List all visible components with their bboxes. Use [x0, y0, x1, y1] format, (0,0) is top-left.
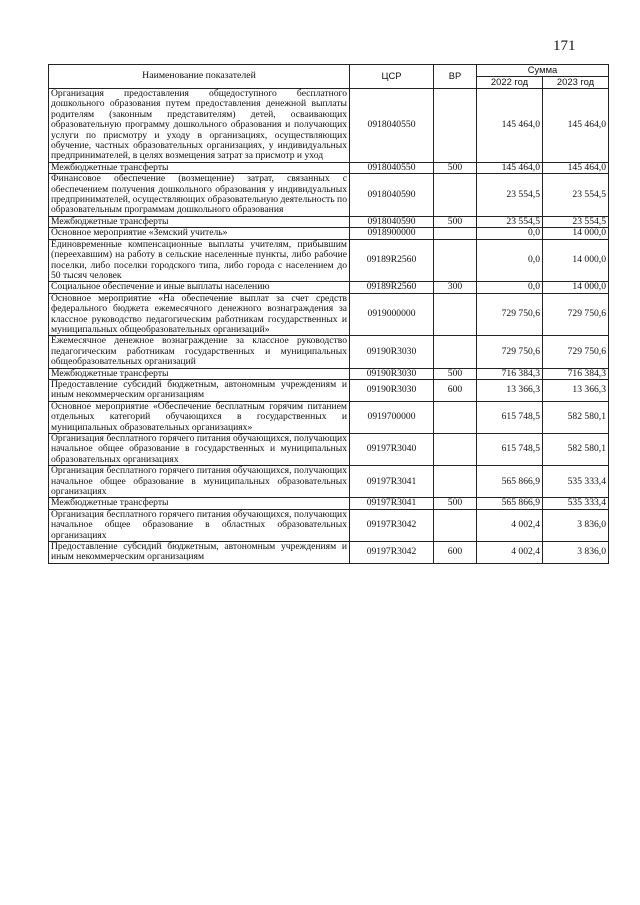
- table-row: [49, 174, 609, 217]
- table-row: [49, 228, 609, 239]
- row-vr: 500: [434, 368, 477, 379]
- row-sum-2022: 0,0: [477, 282, 543, 293]
- row-vr: [434, 336, 477, 368]
- row-vr: 300: [434, 282, 477, 293]
- table-row: [49, 216, 609, 227]
- header-sum: Сумма: [477, 65, 609, 77]
- row-name: Межбюджетные трансферты: [49, 368, 350, 379]
- table-row: [49, 282, 609, 293]
- header-year-2023: 2023 год: [543, 77, 609, 89]
- row-sum-2022: 565 866,9: [477, 498, 543, 509]
- row-csr: 0919700000: [350, 401, 434, 433]
- row-sum-2022: 23 554,5: [477, 174, 543, 217]
- row-sum-2022: 565 866,9: [477, 466, 543, 498]
- row-sum-2023: 3 836,0: [543, 542, 609, 564]
- row-csr: 09197R3041: [350, 498, 434, 509]
- row-vr: [434, 401, 477, 433]
- row-sum-2023: 582 580,1: [543, 401, 609, 433]
- row-name: Финансовое обеспечение (возмещение) затрат, связанных с обеспечением получения дошкольного образования у индивидуальных предпринимателей, осуществляющих образовательную деятельность по образовательным программам дошкольного образования: [49, 174, 350, 217]
- row-vr: 500: [434, 216, 477, 227]
- row-vr: [434, 293, 477, 336]
- row-csr: 0918900000: [350, 228, 434, 239]
- row-vr: [434, 434, 477, 466]
- table-row: [49, 542, 609, 564]
- row-sum-2023: 23 554,5: [543, 174, 609, 217]
- row-csr: 0918040590: [350, 174, 434, 217]
- row-vr: 500: [434, 162, 477, 173]
- row-sum-2023: 23 554,5: [543, 216, 609, 227]
- row-csr: 09197R3041: [350, 466, 434, 498]
- table-row: [49, 368, 609, 379]
- table-row: [49, 89, 609, 163]
- row-name: Основное мероприятие «Обеспечение бесплатным горячим питанием отдельных категорий обучающихся в государственных и муниципальных образовательных организациях»: [49, 401, 350, 433]
- row-vr: [434, 174, 477, 217]
- row-name: Организация бесплатного горячего питания обучающихся, получающих начальное общее образование в областных образовательных организациях: [49, 509, 350, 541]
- row-name: Предоставление субсидий бюджетным, автономным учреждениям и иным некоммерческим организациям: [49, 379, 350, 401]
- row-csr: 09197R3042: [350, 509, 434, 541]
- table-row: [49, 336, 609, 368]
- row-csr: 09197R3042: [350, 542, 434, 564]
- row-csr: 0918040550: [350, 162, 434, 173]
- row-vr: 600: [434, 542, 477, 564]
- table-row: [49, 434, 609, 466]
- row-sum-2022: 729 750,6: [477, 336, 543, 368]
- row-name: Предоставление субсидий бюджетным, автономным учреждениям и иным некоммерческим организациям: [49, 542, 350, 564]
- row-csr: 09189R2560: [350, 239, 434, 282]
- table-row: [49, 401, 609, 433]
- row-vr: [434, 509, 477, 541]
- row-vr: [434, 466, 477, 498]
- row-vr: [434, 239, 477, 282]
- budget-table: [48, 64, 609, 564]
- row-sum-2023: 582 580,1: [543, 434, 609, 466]
- row-name: Организация бесплатного горячего питания обучающихся, получающих начальное общее образование в государственных и муниципальных образовательных организациях: [49, 434, 350, 466]
- row-csr: 0918040590: [350, 216, 434, 227]
- page-number: 171: [553, 38, 576, 54]
- row-sum-2022: 716 384,3: [477, 368, 543, 379]
- row-sum-2023: 3 836,0: [543, 509, 609, 541]
- row-sum-2023: 729 750,6: [543, 293, 609, 336]
- table-row: [49, 498, 609, 509]
- row-name: Социальное обеспечение и иные выплаты населению: [49, 282, 350, 293]
- table-row: [49, 293, 609, 336]
- header-vr: ВР: [434, 65, 477, 89]
- row-sum-2022: 145 464,0: [477, 162, 543, 173]
- row-csr: 09189R2560: [350, 282, 434, 293]
- table-row: [49, 162, 609, 173]
- row-sum-2023: 14 000,0: [543, 282, 609, 293]
- row-sum-2022: 23 554,5: [477, 216, 543, 227]
- header-name: Наименование показателей: [49, 65, 350, 89]
- row-sum-2023: 535 333,4: [543, 498, 609, 509]
- row-csr: 09190R3030: [350, 336, 434, 368]
- row-vr: 500: [434, 498, 477, 509]
- row-name: Единовременные компенсационные выплаты учителям, прибывшим (переехавшим) на работу в сельские населенные пункты, либо рабочие поселки, либо поселки городского типа, либо города с населением до 50 тысяч человек: [49, 239, 350, 282]
- row-sum-2023: 535 333,4: [543, 466, 609, 498]
- header-year-2022: 2022 год: [477, 77, 543, 89]
- row-name: Организация бесплатного горячего питания обучающихся, получающих начальное общее образование в муниципальных образовательных организациях: [49, 466, 350, 498]
- row-sum-2023: 145 464,0: [543, 162, 609, 173]
- row-csr: 0919000000: [350, 293, 434, 336]
- row-name: Межбюджетные трансферты: [49, 162, 350, 173]
- row-csr: 0918040550: [350, 89, 434, 163]
- row-sum-2023: 145 464,0: [543, 89, 609, 163]
- row-sum-2023: 716 384,3: [543, 368, 609, 379]
- table-body: [49, 89, 609, 564]
- row-sum-2022: 13 366,3: [477, 379, 543, 401]
- row-name: Межбюджетные трансферты: [49, 216, 350, 227]
- row-sum-2022: 729 750,6: [477, 293, 543, 336]
- table-row: [49, 379, 609, 401]
- row-sum-2023: 14 000,0: [543, 239, 609, 282]
- row-sum-2022: 615 748,5: [477, 401, 543, 433]
- row-sum-2022: 4 002,4: [477, 509, 543, 541]
- table-row: [49, 239, 609, 282]
- table-row: [49, 509, 609, 541]
- row-csr: 09197R3040: [350, 434, 434, 466]
- table-row: [49, 466, 609, 498]
- table-header: [49, 65, 609, 89]
- row-vr: [434, 89, 477, 163]
- row-sum-2023: 729 750,6: [543, 336, 609, 368]
- row-sum-2022: 145 464,0: [477, 89, 543, 163]
- row-name: Межбюджетные трансферты: [49, 498, 350, 509]
- row-sum-2022: 0,0: [477, 239, 543, 282]
- row-sum-2022: 0,0: [477, 228, 543, 239]
- row-sum-2022: 4 002,4: [477, 542, 543, 564]
- row-name: Основное мероприятие «Земский учитель»: [49, 228, 350, 239]
- row-sum-2022: 615 748,5: [477, 434, 543, 466]
- row-name: Организация предоставления общедоступного бесплатного дошкольного образования путем предоставления денежной выплаты родителям (законным представителям) детей, осваивающих образовательную программу дошкольного образования и получающих услуги по присмотру и уходу в организациях, осуществляющих обучение, частных образовательных организациях, у индивидуальных предпринимателей, в целях возмещения затрат за присмотр и уход: [49, 89, 350, 163]
- row-name: Основное мероприятие «На обеспечение выплат за счет средств федерального бюджета ежемесячного денежного вознаграждения за классное руководство педагогическим работникам государственных и муниципальных общеобразовательных организаций»: [49, 293, 350, 336]
- row-csr: 09190R3030: [350, 379, 434, 401]
- row-csr: 09190R3030: [350, 368, 434, 379]
- row-vr: 600: [434, 379, 477, 401]
- header-csr: ЦСР: [350, 65, 434, 89]
- row-vr: [434, 228, 477, 239]
- row-name: Ежемесячное денежное вознаграждение за классное руководство педагогическим работникам государственных и муниципальных общеобразовательных организаций: [49, 336, 350, 368]
- row-sum-2023: 14 000,0: [543, 228, 609, 239]
- row-sum-2023: 13 366,3: [543, 379, 609, 401]
